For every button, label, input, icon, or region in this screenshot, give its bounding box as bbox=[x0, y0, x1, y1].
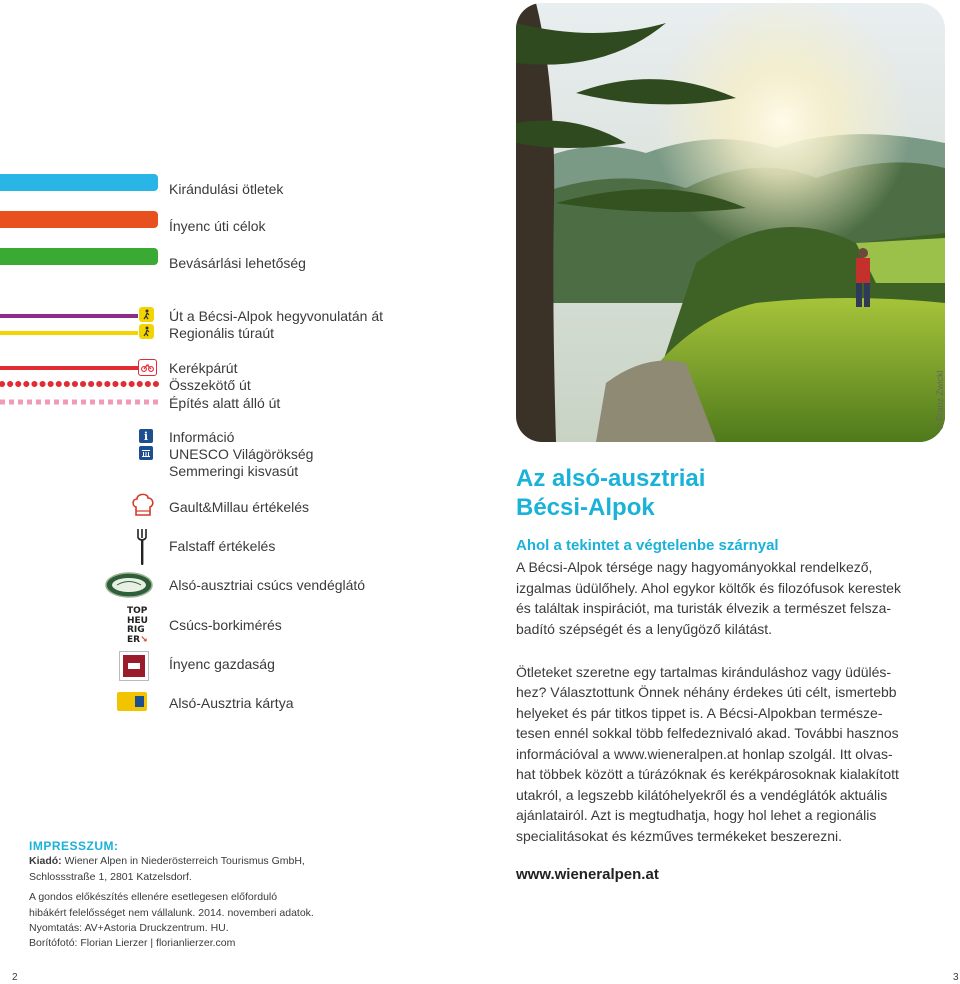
legend-gourmet-farm: Ínyenc gazdaság bbox=[169, 656, 275, 672]
paragraph-1-line: A Bécsi-Alpok térsége nagy hagyományokkal rendelkező, bbox=[516, 559, 873, 575]
impressum-print: Nyomtatás: AV+Astoria Druckzentrum. HU. bbox=[29, 922, 229, 934]
top-restaurant-badge-icon bbox=[105, 572, 153, 598]
page-number-right: 3 bbox=[953, 972, 959, 983]
legend-bike-path: Kerékpárút bbox=[169, 360, 238, 376]
hiker-icon bbox=[139, 307, 154, 322]
trip-ideas-bar bbox=[0, 174, 158, 191]
legend-shopping: Bevásárlási lehetőség bbox=[169, 255, 306, 271]
legend-route-regional: Regionális túraút bbox=[169, 325, 275, 341]
photo-credit: © Franz Zwickl bbox=[935, 370, 945, 430]
legend-card: Alsó-Ausztria kártya bbox=[169, 695, 294, 711]
article-title-line-2: Bécsi-Alpok bbox=[516, 494, 655, 521]
top-heuriger-icon: TOP HEU RIG ER↘ bbox=[127, 606, 148, 645]
article-title-line-1: Az alsó-ausztriai bbox=[516, 465, 706, 492]
paragraph-1-line: és találtak inspirációt, ma turisták élvezik a természet felsza- bbox=[516, 600, 892, 616]
paragraph-2-line: hat többek között a túrázóknak és kerékpárosoknak kialakított bbox=[516, 766, 899, 782]
legend-under-construction: Építés alatt álló út bbox=[169, 395, 281, 411]
impressum-disclaimer-2: hibákért felelősséget nem vállalunk. 2014. novemberi adatok. bbox=[29, 907, 314, 919]
legend-trip-ideas: Kirándulási ötletek bbox=[169, 181, 284, 197]
article-subtitle: Ahol a tekintet a végtelenbe szárnyal bbox=[516, 537, 779, 554]
website-link[interactable]: www.wieneralpen.at bbox=[516, 866, 659, 883]
paragraph-1-line: badító szépségét és a lenyűgöző kilátást. bbox=[516, 621, 773, 637]
paragraph-1-line: izgalmas üdülőhely. Ahol egykor költők és filozófusok kerestek bbox=[516, 580, 901, 596]
paragraph-2-line: specialitásokat és kézműves termékeket beszerezni. bbox=[516, 828, 843, 844]
legend-top-wine: Csúcs-borkimérés bbox=[169, 617, 282, 633]
impressum-address: Schlossstraße 1, 2801 Katzelsdorf. bbox=[29, 871, 192, 883]
gourmet-farm-icon bbox=[119, 651, 149, 681]
connector-dotted-line bbox=[0, 380, 160, 388]
ridge-route-line bbox=[0, 314, 138, 318]
regional-route-line bbox=[0, 331, 138, 335]
paragraph-2-line: tesen ennél sokkal több felfedeznivaló akad. További hasznos bbox=[516, 725, 899, 741]
legend-gault-millau: Gault&Millau értékelés bbox=[169, 499, 310, 515]
bike-path-line bbox=[0, 366, 138, 370]
paragraph-2-line: ajánlatairól. Azt is megtudhatja, hogy hol lehet a regionális bbox=[516, 807, 877, 823]
impressum-disclaimer-1: A gondos előkészítés ellenére esetlegesen előforduló bbox=[29, 891, 278, 903]
impressum-publisher bbox=[29, 853, 305, 869]
paragraph-2-line: hez? Választottunk Önnek néhány érdekes úti célt, ismertebb bbox=[516, 684, 897, 700]
construction-dashed-line bbox=[0, 398, 160, 406]
hiker-icon bbox=[139, 324, 154, 339]
legend-semmering: Semmeringi kisvasút bbox=[169, 463, 299, 479]
niederoesterreich-card-icon bbox=[117, 692, 147, 711]
paragraph-2-line: Ötleteket szeretne egy tartalmas kiránduláshoz vagy üdülés- bbox=[516, 664, 892, 680]
chef-hat-icon bbox=[131, 490, 155, 520]
impressum-title: IMPRESSZUM: bbox=[29, 839, 119, 853]
legend-route-ridge: Út a Bécsi-Alpok hegyvonulatán át bbox=[169, 308, 384, 324]
legend-falstaff: Falstaff értékelés bbox=[169, 538, 276, 554]
legend-connector: Összekötő út bbox=[169, 377, 251, 393]
impressum-publisher-name: Wiener Alpen in Niederösterreich Tourismus GmbH, bbox=[61, 855, 305, 867]
information-icon: i bbox=[139, 429, 153, 443]
unesco-icon bbox=[139, 446, 153, 460]
landscape-photo bbox=[516, 3, 945, 442]
paragraph-2-line: helyeket és pár titkos tippet is. A Bécsi-Alpokban természe- bbox=[516, 705, 883, 721]
paragraph-2-line: információval a www.wieneralpen.at honlap szolgál. Itt olvas- bbox=[516, 746, 893, 762]
legend-unesco: UNESCO Világörökség bbox=[169, 446, 314, 462]
impressum-publisher-label: Kiadó: bbox=[29, 855, 62, 867]
legend-top-restaurant: Alsó-ausztriai csúcs vendéglátó bbox=[169, 577, 366, 593]
legend-information: Információ bbox=[169, 429, 235, 445]
gourmet-bar bbox=[0, 211, 158, 228]
shopping-bar bbox=[0, 248, 158, 265]
impressum-cover-photo: Borítófotó: Florian Lierzer | florianlierzer.com bbox=[29, 937, 236, 949]
page-number-left: 2 bbox=[12, 972, 18, 983]
paragraph-2-line: utakról, a legszebb kilátóhelyekről és a vendéglátók aktuális bbox=[516, 787, 888, 803]
bicycle-icon bbox=[138, 359, 157, 376]
legend-gourmet: Ínyenc úti célok bbox=[169, 218, 266, 234]
fork-icon bbox=[136, 528, 148, 566]
